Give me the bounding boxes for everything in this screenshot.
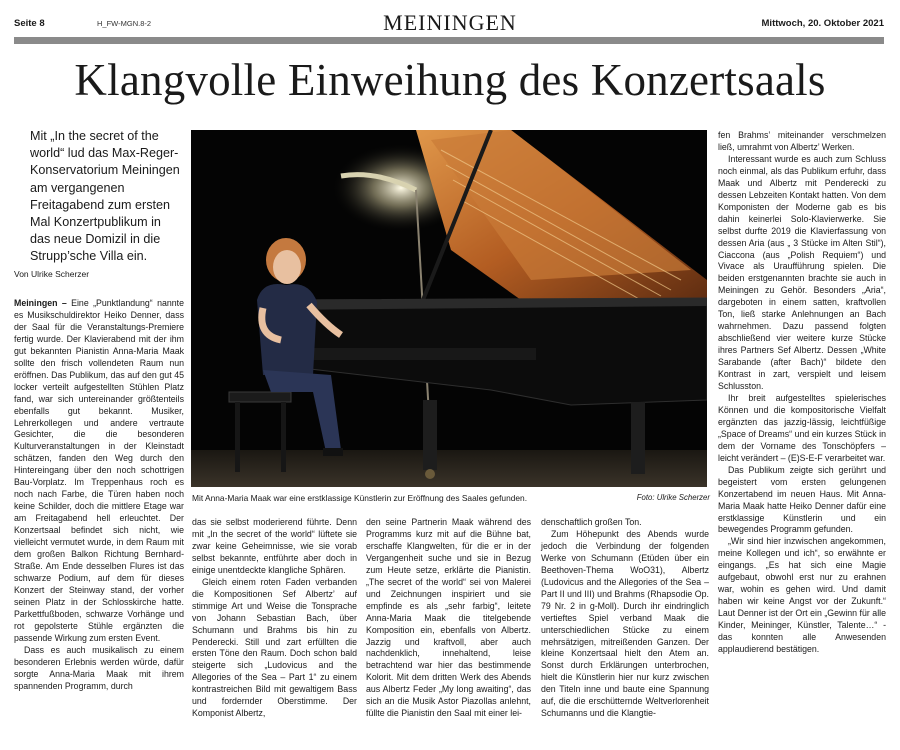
section-title: MEININGEN <box>383 10 517 35</box>
paragraph: Das Publikum zeigte sich gerührt und begeistert vom ersten gelungenen Konzertabend im neuen Haus. Mit Anna-Maria Maak hatte Heiko Denner dafür eine erstklassige Künstlerin und ein bewegendes Programm gefunden. <box>718 464 886 535</box>
paragraph <box>14 298 184 645</box>
column-4 <box>541 517 709 720</box>
issue-date: Mittwoch, 20. Oktober 2021 <box>761 18 884 29</box>
photo-caption <box>192 493 710 503</box>
paragraph: denschaftlich großen Ton. <box>541 517 642 527</box>
paragraph: den seine Partnerin Maak während des Programms kurz mit auf die Bühne bat, erschaffe Klangwelten, für die er in der Vergangenheit suche und sie in Bezug zum Heute setze, erklärte die Pianistin. „The secret of the world“ sei von Malerei und Zeichnungen inspiriert und sie empfinde es als „sehr farbig“, leitete Anna-Maria Maak die titelgebende Komposition ein, ebenfalls von Albertz. Jazzig und kraftvoll, aber auch nachdenklich, innehaltend, leise betrachtend war hier das bestimmende Kolorit. Mit dem dritten Werk des Abends aus Albertz Feder „My long awaiting“, das sich an die Musik Astor Piazollas anlehnt, füllte die Pianistin den Saal mit einer lei- <box>366 517 531 719</box>
column-2 <box>192 517 357 720</box>
photo-credit: Foto: Ulrike Scherzer <box>636 493 710 502</box>
edition-code: H_FW-MGN.8-2 <box>97 19 152 28</box>
paragraph: Interessant wurde es auch zum Schluss noch einmal, als das Publikum erfuhr, dass Maak und Albertz mit Penderecki zu dessen Lebzeiten Kontakt hatten. Von dem Komponisten der Moderne gab es bis dahin keinerlei Solo-Klavierwerke. Sie selbst durfte 2019 die Klavierfassung von dessen Aria (aus „ 3 Stücke im Alten Stil“), Ciaccona (aus „Polish Requiem“) und Vivace als Uraufführung spielen. Die beiden erstgenannten brachte sie auch in Meiningen zu Gehör. Besonders „Aria“, dargeboten in einem satten, kraftvollen Ton, ließ starke Anlehnungen an Bach wahrnehmen. Dazu passend folgten abschließend vier weitere kurze Stücke ihres Partners Sef Albertz. Dessen „White Sarabande (after Bach)“ bildete den Kontrast in zart, verspielt und leisem Schlusston. <box>718 153 886 392</box>
paragraph-text: Eine „Punktlandung“ nannte es Musikschuldirektor Heiko Denner, dass der Saal für die Veranstaltungs-Premiere fertig wurde. Der Klavierabend mit der ihm gut bekannten Pianistin Anna-Maria Maak sollte den frisch vollendeten Raum nun eröffnen. Das Publikum, das auf den gut 45 locker verteilt aufgestellten Stühlen Platz fand, war sich untereinander größtenteils ebenfalls gut bekannt. Musiker, Lehrerkollegen und andere vertraute Gesichter, die die besonderen Kulturveranstaltungen in der Kleinstadt schätzen, fanden den Weg durch den Hintereingang über den noch schottrigen Bau-Vorplatz. Im Treppenhaus roch es noch nach Farbe, die Türen haben noch keine Schilder, doch die mittlere Etage war am Freitagabend hell erleuchtet. Der Konzertsaal befindet sich nicht, wie vielleicht vermutet wurde, in dem Raum mit dem großen Balkon Richtung Bernhard-Straße. Am Ende desselben Flures ist das schwarze Podium, auf dem für dieses Konzert der Steinway stand, der vorher seinen Platz in der Schlosskirche hatte. Parkettfußboden, schwarze Vorhänge und rot gepolsterte Stühle ergänzten die passende Wirkung zum ersten Event. <box>14 298 184 643</box>
header-rule <box>14 37 884 44</box>
column-3 <box>366 517 531 720</box>
byline: Von Ulrike Scherzer <box>14 269 90 279</box>
paragraph: Zum Höhepunkt des Abends wurde jedoch die Verbindung der folgenden Werke von Schumann (Etüden über ein Beethoven-Thema WoO31), Albertz (Ludovicus and the Allegories of the Sea – Part II und III) und Brahms (Rhapsodie Op. 79 Nr. 2 in g-Moll). Durch ihr eindringlich vertieftes Spiel verband Maak die unterschiedlichen Stücke zu einem mehrsätzigen, mitreißenden Ganzen. Der kleine Konzertsaal hielt den Atem an. Sonst durch Erklärungen unterbrochen, hielt die Künstlerin hier nur kurz zwischen den Titeln inne und baute eine Spannung auf, die die erschütternde Weltverlorenheit Schumanns und die Klangtie- <box>541 528 709 719</box>
lead-paragraph: Mit „In the secret of the world“ lud das Max-Reger-Konservatorium Meiningen am vergangenen Freitagabend zum ersten Mal Konzertpublikum in das neue Domizil in die Strupp’sche Villa ein. <box>30 129 180 264</box>
column-5 <box>718 130 886 656</box>
pianist-at-grand-piano-image <box>191 130 707 487</box>
page-number: Seite 8 <box>14 18 45 29</box>
caption-text: Mit Anna-Maria Maak war eine erstklassige Künstlerin zur Eröffnung des Saales gefunden. <box>192 493 528 503</box>
paragraph: das sie selbst moderierend führte. Denn mit „In the secret of the world“ lüftete sie zwar keine Geheimnisse, wie sie vorab selbst bekannte, entführte aber doch in einige unentdeckte klangliche Sphären. <box>192 517 357 575</box>
paragraph: Ihr breit aufgestelltes spielerisches Können und die kompositorische Vielfalt ergänzten das jazzig-lässig, leichtfüßige „Space of Dreams“ und ein kurzes Stück in dem der Vorname des Tonschöpfers – leicht verändert – (E)S-E-F verarbeitet war. <box>718 392 886 463</box>
paragraph: Dass es auch musikalisch zu einem besonderen Erlebnis werden würde, dafür sorgte Anna-Maria Maak mit ihrem spannenden Programm, durch <box>14 644 184 691</box>
paragraph: „Wir sind hier inzwischen angekommen, meine Kollegen und ich“, so erwähnte er eingangs. „Es hat sich eine Magie aufgebaut, obwohl erst nur zu erahnen war, wohin es gehen wird. Und damit haben wir keine Angst vor der Zukunft.“ Laut Denner ist der Ort ein „Gewinn für alle Kinder, Meininger, Künstler, Talente…“ - das konnten alle Anwesenden applaudierend bestätigen. <box>718 536 886 654</box>
concert-photo <box>191 130 707 487</box>
paragraph: Gleich einem roten Faden verbanden die Kompositionen Sef Albertz’ auf stimmige Art und Weise die Tonsprache von Johann Sebastian Bach, über Schumann und Brahms bis hin zu Penderecki. Still und zart erfüllten die ersten Töne den Raum. Doch schon bald steigerte sich „Ludovicus and the Allegories of the Sea – Part 1“ zu einem kontrastreichen Bild mit gewaltigem Bass und fordernder Oberstimme. Der Komponist Albertz, <box>192 576 357 719</box>
headline: Klangvolle Einweihung des Konzertsaals <box>74 55 826 105</box>
column-1 <box>14 298 184 692</box>
dateline: Meiningen – <box>14 298 67 308</box>
paragraph: fen Brahms’ miteinander verschmelzen ließ, umrahmt von Albertz’ Werken. <box>718 130 886 152</box>
